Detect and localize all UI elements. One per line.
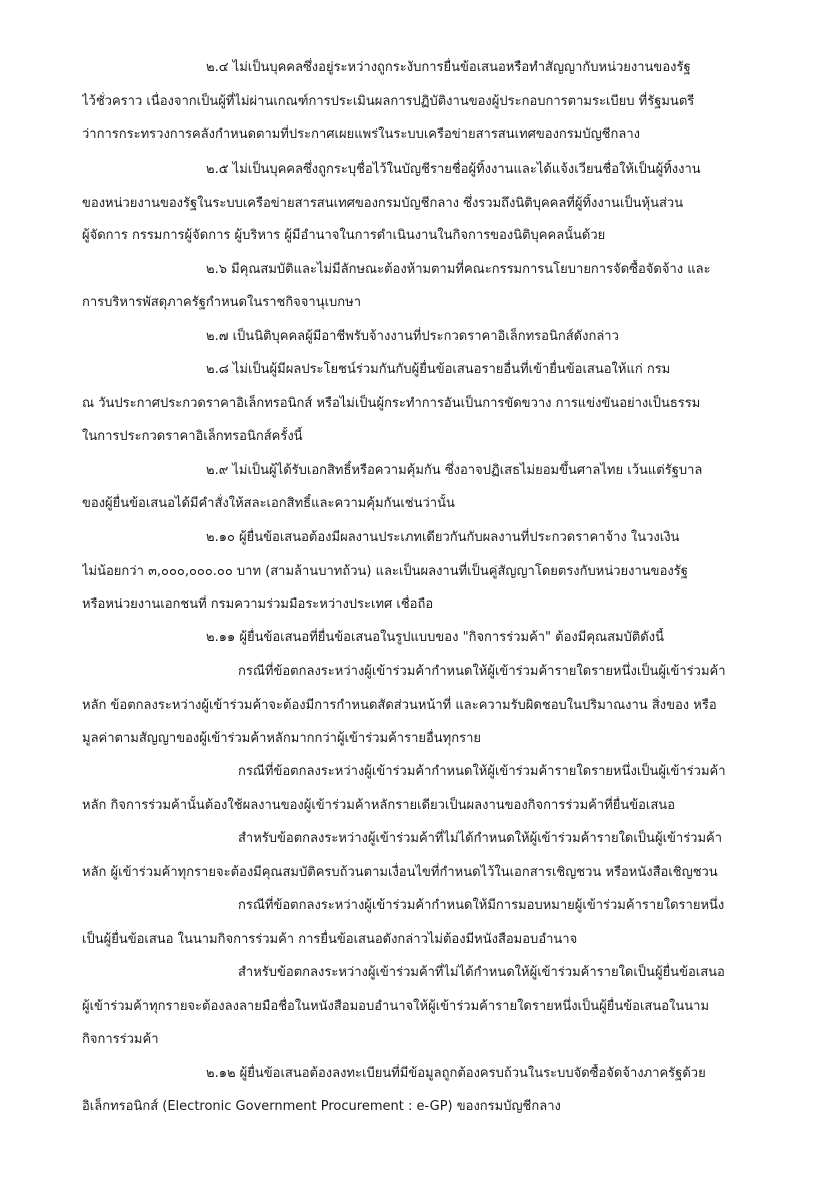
text-line: กรณีที่ข้อตกลงระหว่างผู้เข้าร่วมค้ากำหนดให้ผู้เข้าร่วมค้ารายใดรายหนึ่งเป็นผู้เข้าร่วมค้า (238, 664, 726, 679)
text-line: ๒.๕ ไม่เป็นบุคคลซึ่งถูกระบุชื่อไว้ในบัญชีรายชื่อผู้ทิ้งงานและได้แจ้งเวียนชื่อให้เป็นผู้ทิ้งงาน (206, 162, 701, 177)
text-line: กรณีที่ข้อตกลงระหว่างผู้เข้าร่วมค้ากำหนดให้มีการมอบหมายผู้เข้าร่วมค้ารายใดรายหนึ่ง (238, 898, 725, 913)
text-line: ผู้จัดการ กรรมการผู้จัดการ ผู้บริหาร ผู้มีอำนาจในการดำเนินงานในกิจการของนิติบุคคลนั้นด้วย (82, 228, 606, 243)
text-line: ของผู้ยื่นข้อเสนอได้มีคำสั่งให้สละเอกสิทธิ์และความคุ้มกันเช่นว่านั้น (82, 496, 455, 511)
text-line: หลัก ข้อตกลงระหว่างผู้เข้าร่วมค้าจะต้องมีการกำหนดสัดส่วนหน้าที่ และความรับผิดชอบในปริมาณงาน สิ่งของ หรือ (82, 698, 717, 713)
text-line: ๒.๖ มีคุณสมบัติและไม่มีลักษณะต้องห้ามตามที่คณะกรรมการนโยบายการจัดซื้อจัดจ้าง และ (206, 262, 711, 277)
text-line: กรณีที่ข้อตกลงระหว่างผู้เข้าร่วมค้ากำหนดให้ผู้เข้าร่วมค้ารายใดรายหนึ่งเป็นผู้เข้าร่วมค้า (238, 764, 726, 779)
text-line: ไว้ชั่วคราว เนื่องจากเป็นผู้ที่ไม่ผ่านเกณฑ์การประเมินผลการปฏิบัติงานของผู้ประกอบการตามระเบียบ ที่รัฐมนตรี (82, 94, 695, 109)
text-line: ๒.๘ ไม่เป็นผู้มีผลประโยชน์ร่วมกันกับผู้ยื่นข้อเสนอรายอื่นที่เข้ายื่นข้อเสนอให้แก่ กรม (206, 362, 671, 377)
text-line: อิเล็กทรอนิกส์ (Electronic Government Procurement : e-GP) ของกรมบัญชีกลาง (82, 1099, 561, 1114)
text-line: การบริหารพัสดุภาครัฐกำหนดในราชกิจจานุเบกษา (82, 295, 362, 310)
text-line: ไม่น้อยกว่า ๓,๐๐๐,๐๐๐.๐๐ บาท (สามล้านบาทถ้วน) และเป็นผลงานที่เป็นคู่สัญญาโดยตรงกับหน่วยงานของรัฐ (82, 564, 688, 579)
text-line: กิจการร่วมค้า (82, 1032, 159, 1047)
text-line: ว่าการกระทรวงการคลังกำหนดตามที่ประกาศเผยแพร่ในระบบเครือข่ายสารสนเทศของกรมบัญชีกลาง (82, 127, 640, 142)
text-line: ของหน่วยงานของรัฐในระบบเครือข่ายสารสนเทศของกรมบัญชีกลาง ซึ่งรวมถึงนิติบุคคลที่ผู้ทิ้งงานเป็นหุ้นส่วน (82, 196, 684, 211)
text-line: ๒.๗ เป็นนิติบุคคลผู้มีอาชีพรับจ้างงานที่ประกวดราคาอิเล็กทรอนิกส์ดังกล่าว (206, 329, 619, 344)
text-line: เป็นผู้ยื่นข้อเสนอ ในนามกิจการร่วมค้า การยื่นข้อเสนอดังกล่าวไม่ต้องมีหนังสือมอบอำนาจ (82, 932, 578, 947)
text-line: หรือหน่วยงานเอกชนที่ กรมความร่วมมือระหว่างประเทศ เชื่อถือ (82, 597, 434, 612)
text-line: ๒.๑๑ ผู้ยื่นข้อเสนอที่ยื่นข้อเสนอในรูปแบบของ "กิจการร่วมค้า" ต้องมีคุณสมบัติดังนี้ (206, 630, 664, 645)
text-line: ๒.๑๒ ผู้ยื่นข้อเสนอต้องลงทะเบียนที่มีข้อมูลถูกต้องครบถ้วนในระบบจัดซื้อจัดจ้างภาครัฐด้วย (206, 1066, 706, 1081)
text-line: ในการประกวดราคาอิเล็กทรอนิกส์ครั้งนี้ (82, 429, 303, 444)
text-line: สำหรับข้อตกลงระหว่างผู้เข้าร่วมค้าที่ไม่ได้กำหนดให้ผู้เข้าร่วมค้ารายใดเป็นผู้เข้าร่วมค้า (238, 831, 723, 846)
text-line: ณ วันประกาศประกวดราคาอิเล็กทรอนิกส์ หรือไม่เป็นผู้กระทำการอันเป็นการขัดขวาง การแข่งขันอย่างเป็นธรรม (82, 396, 701, 411)
text-line: ผู้เข้าร่วมค้าทุกรายจะต้องลงลายมือชื่อในหนังสือมอบอำนาจให้ผู้เข้าร่วมค้ารายใดรายหนึ่งเป็นผู้ยื่นข้อเสนอในนาม (82, 999, 710, 1014)
text-line: ๒.๔ ไม่เป็นบุคคลซึ่งอยู่ระหว่างถูกระงับการยื่นข้อเสนอหรือทำสัญญากับหน่วยงานของรัฐ (206, 60, 691, 75)
text-line: หลัก กิจการร่วมค้านั้นต้องใช้ผลงานของผู้เข้าร่วมค้าหลักรายเดียวเป็นผลงานของกิจการร่วมค้าที่ยื่นข้อเสนอ (82, 798, 676, 813)
text-line: ๒.๑๐ ผู้ยื่นข้อเสนอต้องมีผลงานประเภทเดียวกันกับผลงานที่ประกวดราคาจ้าง ในวงเงิน (206, 530, 680, 545)
text-line: มูลค่าตามสัญญาของผู้เข้าร่วมค้าหลักมากกว่าผู้เข้าร่วมค้ารายอื่นทุกราย (82, 731, 482, 746)
text-line: หลัก ผู้เข้าร่วมค้าทุกรายจะต้องมีคุณสมบัติครบถ้วนตามเงื่อนไขที่กำหนดไว้ในเอกสารเชิญชวน หรือหนังสือเชิญชวน (82, 865, 718, 880)
text-line: ๒.๙ ไม่เป็นผู้ได้รับเอกสิทธิ์หรือความคุ้มกัน ซึ่งอาจปฏิเสธไม่ยอมขึ้นศาลไทย เว้นแต่รัฐบาล (206, 463, 703, 478)
text-line: สำหรับข้อตกลงระหว่างผู้เข้าร่วมค้าที่ไม่ได้กำหนดให้ผู้เข้าร่วมค้ารายใดเป็นผู้ยื่นข้อเสนอ (238, 965, 725, 980)
